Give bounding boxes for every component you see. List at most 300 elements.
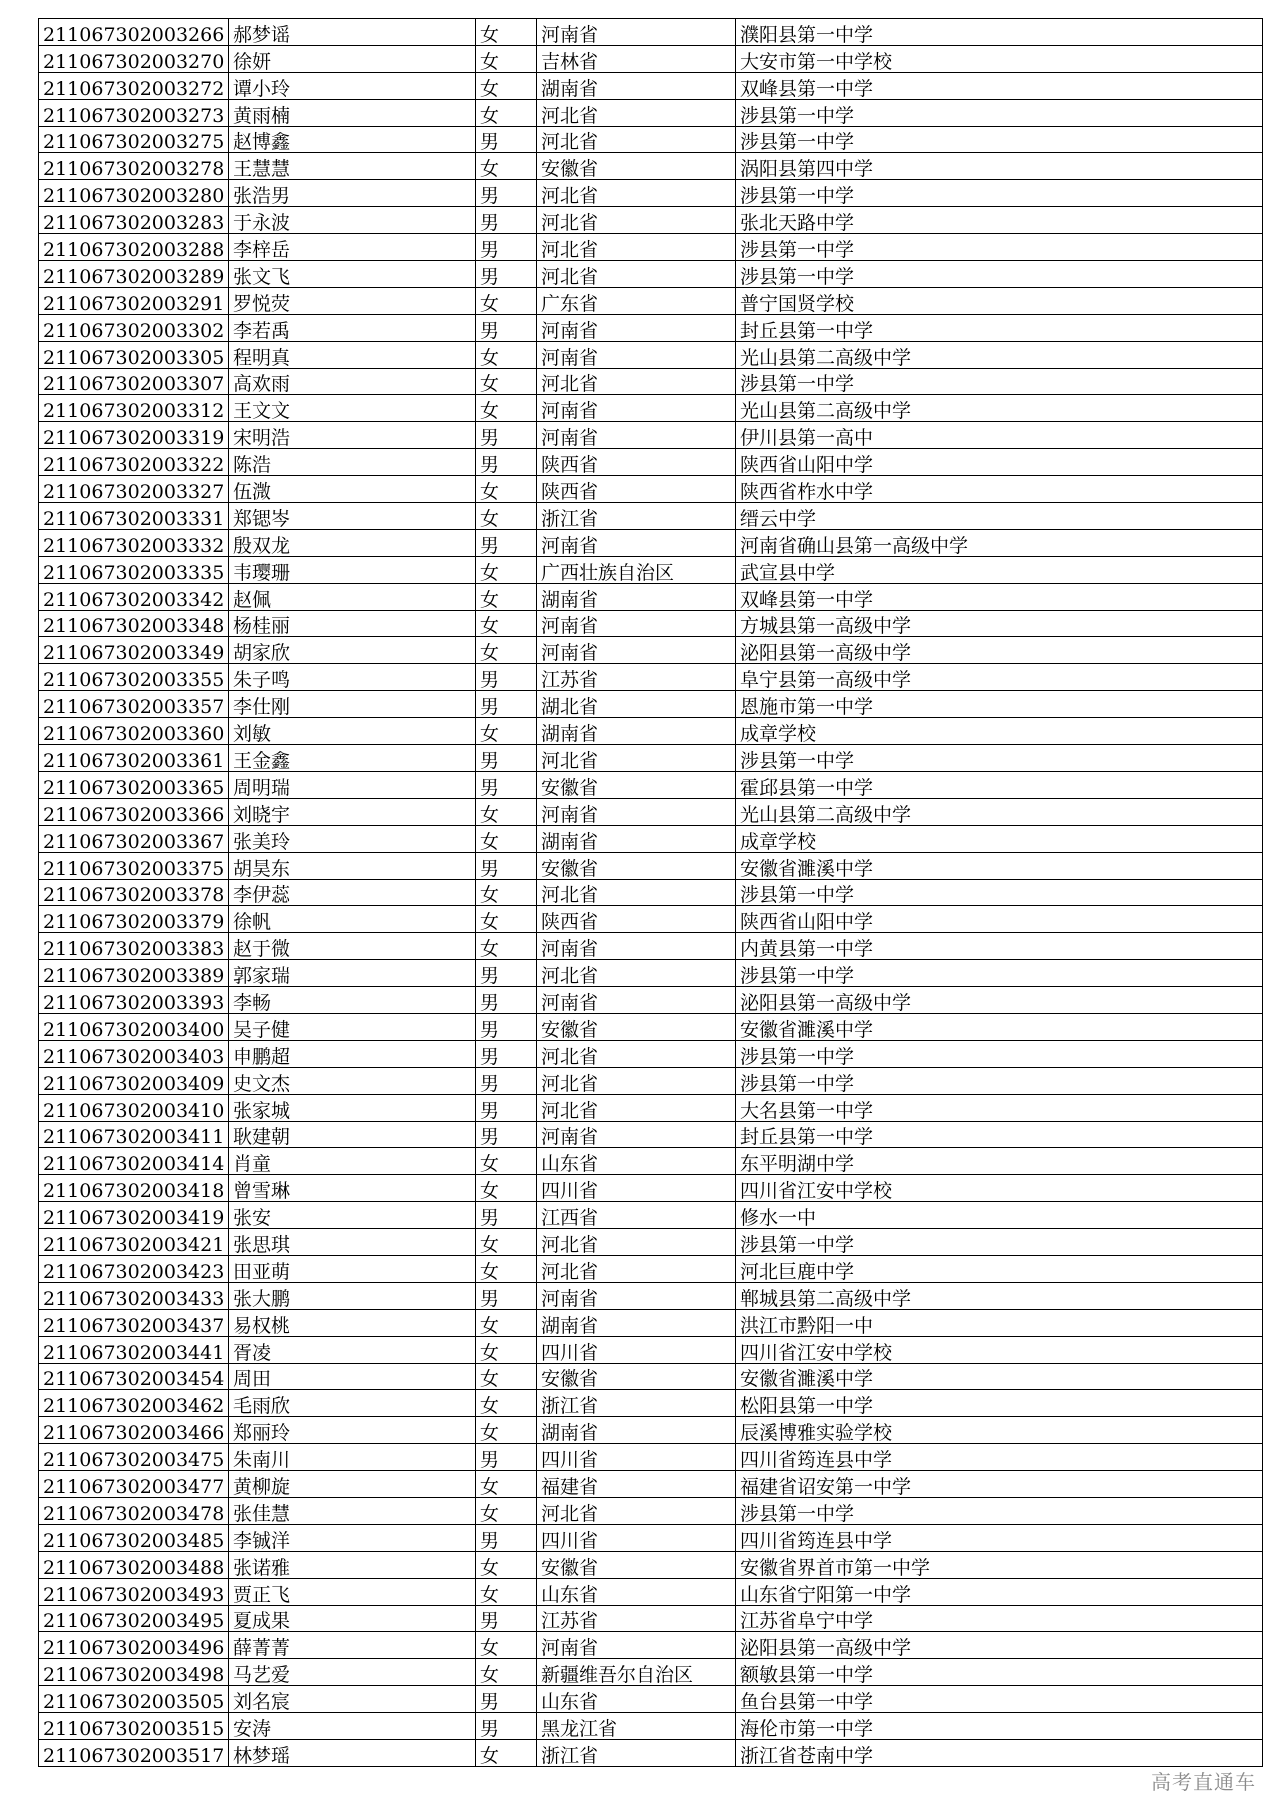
province-cell: 河北省 [537, 879, 736, 906]
student-name-cell: 宋明浩 [229, 422, 476, 449]
student-name-cell: 高欢雨 [229, 368, 476, 395]
province-cell: 河南省 [537, 637, 736, 664]
province-cell: 湖北省 [537, 691, 736, 718]
province-cell: 安徽省 [537, 1551, 736, 1578]
table-row [39, 1040, 1263, 1067]
table-row [39, 19, 1263, 46]
student-name-cell: 夏成果 [229, 1605, 476, 1632]
province-cell: 陕西省 [537, 906, 736, 933]
gender-cell: 男 [476, 1444, 537, 1471]
school-cell: 涉县第一中学 [736, 1497, 1263, 1524]
province-cell: 河南省 [537, 933, 736, 960]
gender-cell: 男 [476, 1013, 537, 1040]
school-cell: 封丘县第一中学 [736, 1121, 1263, 1148]
gender-cell: 女 [476, 503, 537, 530]
exam-number-cell: 211067302003349 [39, 637, 229, 664]
gender-cell: 女 [476, 341, 537, 368]
table-row [39, 1282, 1263, 1309]
watermark-text: 高考直通车 [1151, 1770, 1256, 1794]
exam-number-cell: 211067302003493 [39, 1578, 229, 1605]
table-row [39, 1175, 1263, 1202]
table-row [39, 1632, 1263, 1659]
table-row [39, 395, 1263, 422]
student-name-cell: 刘晓宇 [229, 798, 476, 825]
exam-number-cell: 211067302003357 [39, 691, 229, 718]
school-cell: 安徽省濉溪中学 [736, 852, 1263, 879]
province-cell: 新疆维吾尔自治区 [537, 1659, 736, 1686]
province-cell: 江苏省 [537, 1605, 736, 1632]
student-name-cell: 朱南川 [229, 1444, 476, 1471]
school-cell: 海伦市第一中学 [736, 1713, 1263, 1740]
province-cell: 河北省 [537, 1229, 736, 1256]
student-name-cell: 张佳慧 [229, 1497, 476, 1524]
school-cell: 光山县第二高级中学 [736, 395, 1263, 422]
province-cell: 四川省 [537, 1524, 736, 1551]
school-cell: 鱼台县第一中学 [736, 1686, 1263, 1713]
gender-cell: 女 [476, 825, 537, 852]
student-name-cell: 谭小玲 [229, 72, 476, 99]
exam-number-cell: 211067302003423 [39, 1255, 229, 1282]
province-cell: 河南省 [537, 341, 736, 368]
gender-cell: 男 [476, 664, 537, 691]
student-name-cell: 郑丽玲 [229, 1417, 476, 1444]
student-name-cell: 张思琪 [229, 1229, 476, 1256]
school-cell: 修水一中 [736, 1202, 1263, 1229]
school-cell: 双峰县第一中学 [736, 72, 1263, 99]
province-cell: 河北省 [537, 960, 736, 987]
table-row [39, 341, 1263, 368]
exam-number-cell: 211067302003517 [39, 1740, 229, 1767]
student-name-cell: 张安 [229, 1202, 476, 1229]
gender-cell: 女 [476, 1255, 537, 1282]
school-cell: 涉县第一中学 [736, 1040, 1263, 1067]
table-row [39, 1417, 1263, 1444]
exam-number-cell: 211067302003327 [39, 476, 229, 503]
table-row [39, 180, 1263, 207]
gender-cell: 男 [476, 1067, 537, 1094]
exam-number-cell: 211067302003477 [39, 1471, 229, 1498]
exam-number-cell: 211067302003475 [39, 1444, 229, 1471]
province-cell: 河南省 [537, 1121, 736, 1148]
province-cell: 河北省 [537, 99, 736, 126]
student-name-cell: 王金鑫 [229, 745, 476, 772]
table-row [39, 583, 1263, 610]
exam-number-cell: 211067302003393 [39, 987, 229, 1014]
gender-cell: 男 [476, 1524, 537, 1551]
school-cell: 安徽省界首市第一中学 [736, 1551, 1263, 1578]
exam-number-cell: 211067302003466 [39, 1417, 229, 1444]
exam-number-cell: 211067302003291 [39, 287, 229, 314]
student-name-cell: 黄雨楠 [229, 99, 476, 126]
table-row [39, 960, 1263, 987]
exam-number-cell: 211067302003478 [39, 1497, 229, 1524]
exam-number-cell: 211067302003454 [39, 1363, 229, 1390]
student-name-cell: 赵于微 [229, 933, 476, 960]
table-row [39, 987, 1263, 1014]
gender-cell: 男 [476, 1202, 537, 1229]
table-row [39, 1121, 1263, 1148]
student-name-cell: 张诺雅 [229, 1551, 476, 1578]
school-cell: 恩施市第一中学 [736, 691, 1263, 718]
exam-number-cell: 211067302003403 [39, 1040, 229, 1067]
province-cell: 湖南省 [537, 72, 736, 99]
exam-number-cell: 211067302003360 [39, 718, 229, 745]
student-name-cell: 申鹏超 [229, 1040, 476, 1067]
student-name-cell: 张大鹏 [229, 1282, 476, 1309]
table-row [39, 1497, 1263, 1524]
gender-cell: 男 [476, 960, 537, 987]
exam-number-cell: 211067302003378 [39, 879, 229, 906]
gender-cell: 男 [476, 422, 537, 449]
province-cell: 河北省 [537, 1067, 736, 1094]
gender-cell: 女 [476, 583, 537, 610]
gender-cell: 女 [476, 798, 537, 825]
gender-cell: 女 [476, 1578, 537, 1605]
province-cell: 河南省 [537, 1632, 736, 1659]
student-name-cell: 胡昊东 [229, 852, 476, 879]
province-cell: 安徽省 [537, 771, 736, 798]
student-name-cell: 李梓岳 [229, 234, 476, 261]
student-name-cell: 田亚萌 [229, 1255, 476, 1282]
school-cell: 阜宁县第一高级中学 [736, 664, 1263, 691]
school-cell: 武宣县中学 [736, 556, 1263, 583]
province-cell: 江西省 [537, 1202, 736, 1229]
province-cell: 安徽省 [537, 1363, 736, 1390]
exam-number-cell: 211067302003414 [39, 1148, 229, 1175]
gender-cell: 女 [476, 1551, 537, 1578]
table-row [39, 1013, 1263, 1040]
student-name-cell: 张美玲 [229, 825, 476, 852]
exam-number-cell: 211067302003270 [39, 45, 229, 72]
student-name-cell: 马艺爱 [229, 1659, 476, 1686]
table-row [39, 1444, 1263, 1471]
exam-number-cell: 211067302003302 [39, 314, 229, 341]
table-row [39, 637, 1263, 664]
province-cell: 河北省 [537, 1040, 736, 1067]
school-cell: 封丘县第一中学 [736, 314, 1263, 341]
gender-cell: 女 [476, 637, 537, 664]
student-name-cell: 张浩男 [229, 180, 476, 207]
school-cell: 河北巨鹿中学 [736, 1255, 1263, 1282]
gender-cell: 男 [476, 314, 537, 341]
table-row [39, 207, 1263, 234]
exam-number-cell: 211067302003365 [39, 771, 229, 798]
exam-number-cell: 211067302003348 [39, 610, 229, 637]
table-row [39, 1551, 1263, 1578]
gender-cell: 女 [476, 476, 537, 503]
school-cell: 双峰县第一中学 [736, 583, 1263, 610]
school-cell: 普宁国贤学校 [736, 287, 1263, 314]
gender-cell: 男 [476, 771, 537, 798]
exam-number-cell: 211067302003355 [39, 664, 229, 691]
table-row [39, 126, 1263, 153]
gender-cell: 男 [476, 987, 537, 1014]
student-name-cell: 李仕刚 [229, 691, 476, 718]
table-row [39, 234, 1263, 261]
gender-cell: 男 [476, 1713, 537, 1740]
province-cell: 福建省 [537, 1471, 736, 1498]
student-name-cell: 赵佩 [229, 583, 476, 610]
school-cell: 涉县第一中学 [736, 180, 1263, 207]
school-cell: 山东省宁阳第一中学 [736, 1578, 1263, 1605]
gender-cell: 男 [476, 207, 537, 234]
gender-cell: 女 [476, 368, 537, 395]
gender-cell: 男 [476, 449, 537, 476]
province-cell: 湖南省 [537, 825, 736, 852]
table-row [39, 771, 1263, 798]
student-name-cell: 李伊蕊 [229, 879, 476, 906]
gender-cell: 女 [476, 718, 537, 745]
student-name-cell: 薛菁菁 [229, 1632, 476, 1659]
school-cell: 福建省诏安第一中学 [736, 1471, 1263, 1498]
province-cell: 广西壮族自治区 [537, 556, 736, 583]
province-cell: 浙江省 [537, 1390, 736, 1417]
gender-cell: 女 [476, 72, 537, 99]
province-cell: 河南省 [537, 19, 736, 46]
gender-cell: 男 [476, 691, 537, 718]
school-cell: 涉县第一中学 [736, 745, 1263, 772]
gender-cell: 男 [476, 852, 537, 879]
exam-number-cell: 211067302003272 [39, 72, 229, 99]
gender-cell: 男 [476, 1121, 537, 1148]
table-row [39, 610, 1263, 637]
school-cell: 额敏县第一中学 [736, 1659, 1263, 1686]
exam-number-cell: 211067302003441 [39, 1336, 229, 1363]
student-name-cell: 张文飞 [229, 261, 476, 288]
school-cell: 四川省江安中学校 [736, 1175, 1263, 1202]
student-name-cell: 刘名宸 [229, 1686, 476, 1713]
student-name-cell: 李铖洋 [229, 1524, 476, 1551]
exam-number-cell: 211067302003375 [39, 852, 229, 879]
table-row [39, 476, 1263, 503]
school-cell: 涉县第一中学 [736, 234, 1263, 261]
table-row [39, 933, 1263, 960]
gender-cell: 男 [476, 1686, 537, 1713]
table-row [39, 1524, 1263, 1551]
exam-number-cell: 211067302003331 [39, 503, 229, 530]
province-cell: 河北省 [537, 1094, 736, 1121]
province-cell: 河北省 [537, 207, 736, 234]
province-cell: 河南省 [537, 395, 736, 422]
gender-cell: 女 [476, 933, 537, 960]
table-row [39, 1336, 1263, 1363]
gender-cell: 男 [476, 126, 537, 153]
school-cell: 浙江省苍南中学 [736, 1740, 1263, 1767]
exam-number-cell: 211067302003288 [39, 234, 229, 261]
student-name-cell: 安涛 [229, 1713, 476, 1740]
table-row [39, 1471, 1263, 1498]
province-cell: 湖南省 [537, 718, 736, 745]
exam-number-cell: 211067302003322 [39, 449, 229, 476]
table-row [39, 691, 1263, 718]
province-cell: 安徽省 [537, 1013, 736, 1040]
province-cell: 广东省 [537, 287, 736, 314]
province-cell: 湖南省 [537, 1417, 736, 1444]
table-row [39, 1713, 1263, 1740]
exam-number-cell: 211067302003275 [39, 126, 229, 153]
student-name-cell: 徐妍 [229, 45, 476, 72]
school-cell: 四川省筠连县中学 [736, 1444, 1263, 1471]
table-row [39, 825, 1263, 852]
gender-cell: 女 [476, 1390, 537, 1417]
student-name-cell: 贾正飞 [229, 1578, 476, 1605]
student-name-cell: 周明瑞 [229, 771, 476, 798]
province-cell: 陕西省 [537, 476, 736, 503]
province-cell: 河北省 [537, 745, 736, 772]
exam-number-cell: 211067302003437 [39, 1309, 229, 1336]
table-row [39, 287, 1263, 314]
province-cell: 安徽省 [537, 153, 736, 180]
exam-number-cell: 211067302003383 [39, 933, 229, 960]
province-cell: 山东省 [537, 1578, 736, 1605]
table-row [39, 1686, 1263, 1713]
school-cell: 成章学校 [736, 718, 1263, 745]
school-cell: 光山县第二高级中学 [736, 798, 1263, 825]
gender-cell: 女 [476, 1363, 537, 1390]
student-name-cell: 赵博鑫 [229, 126, 476, 153]
exam-number-cell: 211067302003367 [39, 825, 229, 852]
gender-cell: 女 [476, 1632, 537, 1659]
province-cell: 江苏省 [537, 664, 736, 691]
school-cell: 方城县第一高级中学 [736, 610, 1263, 637]
exam-number-cell: 211067302003496 [39, 1632, 229, 1659]
school-cell: 安徽省濉溪中学 [736, 1363, 1263, 1390]
student-name-cell: 胡家欣 [229, 637, 476, 664]
province-cell: 河北省 [537, 368, 736, 395]
school-cell: 泌阳县第一高级中学 [736, 987, 1263, 1014]
student-name-cell: 于永波 [229, 207, 476, 234]
school-cell: 洪江市黔阳一中 [736, 1309, 1263, 1336]
gender-cell: 男 [476, 234, 537, 261]
gender-cell: 女 [476, 1417, 537, 1444]
table-row [39, 718, 1263, 745]
school-cell: 四川省筠连县中学 [736, 1524, 1263, 1551]
student-name-cell: 王慧慧 [229, 153, 476, 180]
student-name-cell: 程明真 [229, 341, 476, 368]
exam-number-cell: 211067302003495 [39, 1605, 229, 1632]
exam-number-cell: 211067302003485 [39, 1524, 229, 1551]
exam-number-cell: 211067302003289 [39, 261, 229, 288]
school-cell: 涉县第一中学 [736, 368, 1263, 395]
school-cell: 内黄县第一中学 [736, 933, 1263, 960]
school-cell: 涉县第一中学 [736, 126, 1263, 153]
table-row [39, 745, 1263, 772]
province-cell: 吉林省 [537, 45, 736, 72]
province-cell: 山东省 [537, 1148, 736, 1175]
school-cell: 松阳县第一中学 [736, 1390, 1263, 1417]
exam-number-cell: 211067302003312 [39, 395, 229, 422]
exam-number-cell: 211067302003515 [39, 1713, 229, 1740]
gender-cell: 男 [476, 180, 537, 207]
student-name-cell: 林梦瑶 [229, 1740, 476, 1767]
student-name-cell: 郑锶岑 [229, 503, 476, 530]
exam-number-cell: 211067302003342 [39, 583, 229, 610]
student-name-cell: 李畅 [229, 987, 476, 1014]
exam-number-cell: 211067302003411 [39, 1121, 229, 1148]
table-row [39, 798, 1263, 825]
school-cell: 光山县第二高级中学 [736, 341, 1263, 368]
table-row [39, 1578, 1263, 1605]
table-row [39, 1229, 1263, 1256]
gender-cell: 女 [476, 45, 537, 72]
province-cell: 陕西省 [537, 449, 736, 476]
student-name-cell: 李若禹 [229, 314, 476, 341]
province-cell: 河北省 [537, 126, 736, 153]
exam-number-cell: 211067302003283 [39, 207, 229, 234]
table-row [39, 556, 1263, 583]
province-cell: 四川省 [537, 1444, 736, 1471]
exam-number-cell: 211067302003418 [39, 1175, 229, 1202]
student-name-cell: 黄柳旋 [229, 1471, 476, 1498]
school-cell: 成章学校 [736, 825, 1263, 852]
school-cell: 涉县第一中学 [736, 1067, 1263, 1094]
table-row [39, 261, 1263, 288]
student-name-cell: 易权桃 [229, 1309, 476, 1336]
gender-cell: 女 [476, 1229, 537, 1256]
gender-cell: 女 [476, 395, 537, 422]
student-name-cell: 胥凌 [229, 1336, 476, 1363]
gender-cell: 女 [476, 1336, 537, 1363]
school-cell: 泌阳县第一高级中学 [736, 1632, 1263, 1659]
gender-cell: 男 [476, 1282, 537, 1309]
school-cell: 缙云中学 [736, 503, 1263, 530]
gender-cell: 女 [476, 153, 537, 180]
school-cell: 濮阳县第一中学 [736, 19, 1263, 46]
exam-number-cell: 211067302003419 [39, 1202, 229, 1229]
table-row [39, 503, 1263, 530]
province-cell: 河北省 [537, 1497, 736, 1524]
table-row [39, 879, 1263, 906]
student-name-cell: 伍溦 [229, 476, 476, 503]
exam-number-cell: 211067302003409 [39, 1067, 229, 1094]
province-cell: 浙江省 [537, 503, 736, 530]
province-cell: 河北省 [537, 1255, 736, 1282]
province-cell: 四川省 [537, 1175, 736, 1202]
province-cell: 河南省 [537, 610, 736, 637]
table-row [39, 1255, 1263, 1282]
school-cell: 大安市第一中学校 [736, 45, 1263, 72]
school-cell: 辰溪博雅实验学校 [736, 1417, 1263, 1444]
school-cell: 霍邱县第一中学 [736, 771, 1263, 798]
table-row [39, 99, 1263, 126]
exam-number-cell: 211067302003273 [39, 99, 229, 126]
province-cell: 河南省 [537, 1282, 736, 1309]
table-row [39, 664, 1263, 691]
exam-number-cell: 211067302003307 [39, 368, 229, 395]
table-row [39, 1202, 1263, 1229]
exam-number-cell: 211067302003421 [39, 1229, 229, 1256]
exam-number-cell: 211067302003266 [39, 19, 229, 46]
province-cell: 河南省 [537, 314, 736, 341]
exam-number-cell: 211067302003505 [39, 1686, 229, 1713]
exam-number-cell: 211067302003389 [39, 960, 229, 987]
school-cell: 伊川县第一高中 [736, 422, 1263, 449]
exam-number-cell: 211067302003488 [39, 1551, 229, 1578]
student-name-cell: 吴子健 [229, 1013, 476, 1040]
table-row [39, 1363, 1263, 1390]
exam-number-cell: 211067302003400 [39, 1013, 229, 1040]
province-cell: 河南省 [537, 529, 736, 556]
student-name-cell: 杨桂丽 [229, 610, 476, 637]
school-cell: 涡阳县第四中学 [736, 153, 1263, 180]
province-cell: 河南省 [537, 987, 736, 1014]
exam-number-cell: 211067302003280 [39, 180, 229, 207]
school-cell: 江苏省阜宁中学 [736, 1605, 1263, 1632]
table-row [39, 1309, 1263, 1336]
student-name-cell: 刘敏 [229, 718, 476, 745]
student-name-cell: 肖童 [229, 1148, 476, 1175]
student-name-cell: 殷双龙 [229, 529, 476, 556]
